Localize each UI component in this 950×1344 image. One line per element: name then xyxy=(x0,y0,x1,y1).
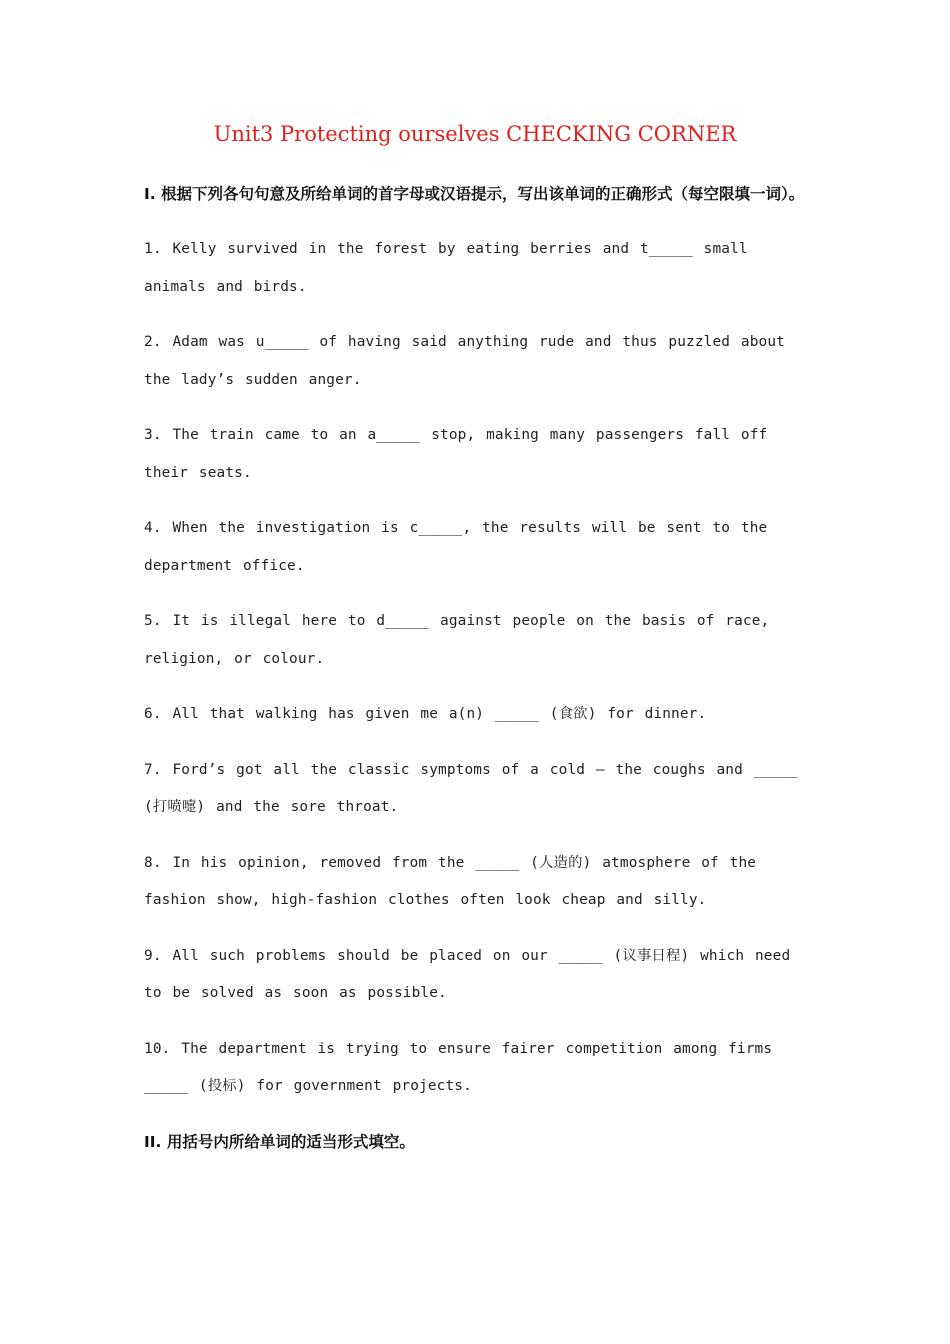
question-4: 4. When the investigation is c_____, the results will be sent to the department office. xyxy=(144,520,768,574)
section-1-heading: I. 根据下列各句句意及所给单词的首字母或汉语提示，写出该单词的正确形式（每空限填一词）。 xyxy=(144,185,805,203)
page-title: Unit3 Protecting ourselves CHECKING CORNER xyxy=(213,122,737,146)
question-3: 3. The train came to an a_____ stop, making many passengers fall off their seats. xyxy=(144,427,768,481)
question-8: 8. In his opinion, removed from the _____ (人造的) atmosphere of the fashion show, high-fashion clothes often look cheap and silly. xyxy=(144,854,757,908)
question-2: 2. Adam was u_____ of having said anything rude and thus puzzled about the lady’s sudden anger. xyxy=(144,334,785,388)
question-9: 9. All such problems should be placed on our _____ (议事日程) which need to be solved as soon as possible. xyxy=(144,947,791,1001)
question-6: 6. All that walking has given me a(n) _____ (食欲) for dinner. xyxy=(144,706,707,722)
question-7: 7. Ford’s got all the classic symptoms of a cold — the coughs and _____ (打喷嚏) and the sore throat. xyxy=(144,761,798,815)
question-5: 5. It is illegal here to d_____ against people on the basis of race, religion, or colour. xyxy=(144,613,770,667)
question-1: 1. Kelly survived in the forest by eating berries and t_____ small animals and birds. xyxy=(144,241,748,295)
document-body xyxy=(144,176,808,1179)
question-10: 10. The department is trying to ensure fairer competition among firms _____ (投标) for government projects. xyxy=(144,1040,773,1094)
section-2-heading: II. 用括号内所给单词的适当形式填空。 xyxy=(144,1132,415,1151)
